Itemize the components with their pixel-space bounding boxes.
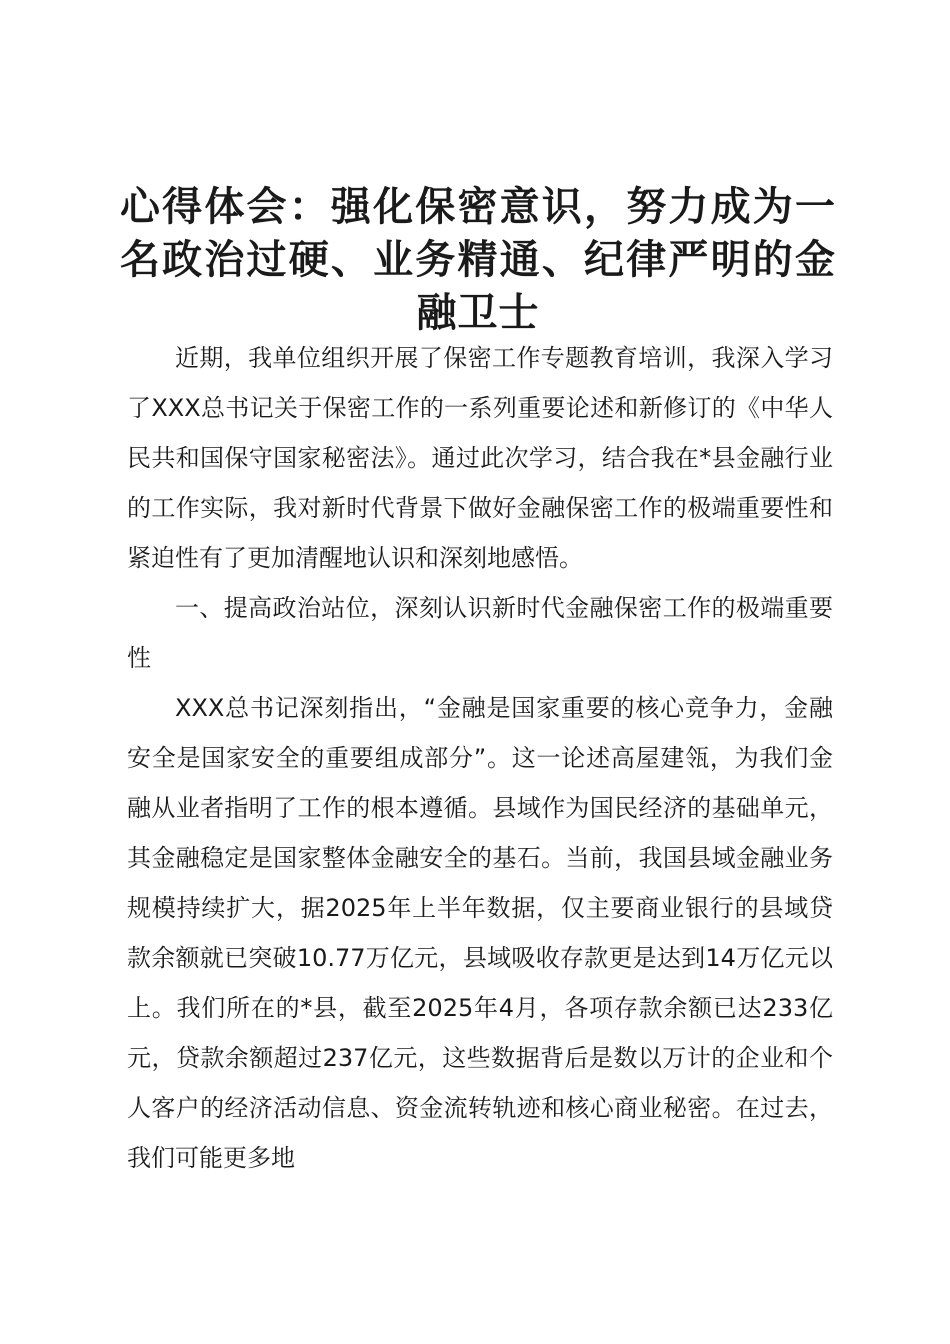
- section-heading-1: 一、提高政治站位，深刻认识新时代金融保密工作的极端重要性: [127, 594, 833, 672]
- paragraph-intro: 近期，我单位组织开展了保密工作专题教育培训，我深入学习了XXX总书记关于保密工作的一系列重要论述和新修订的《中华人民共和国保守国家秘密法》。通过此次学习，结合我在*县金融行业的工作实际，我对新时代背景下做好金融保密工作的极端重要性和紧迫性有了更加清醒地认识和深刻地感悟。: [127, 344, 833, 572]
- document-body: [127, 333, 833, 1183]
- document-title: 心得体会：强化保密意识，努力成为一名政治过硬、业务精通、纪律严明的金融卫士: [120, 183, 836, 336]
- paragraph-section-1: XXX总书记深刻指出，“金融是国家重要的核心竞争力，金融安全是国家安全的重要组成部分”。这一论述高屋建瓴，为我们金融从业者指明了工作的根本遵循。县域作为国民经济的基础单元，其金融稳定是国家整体金融安全的基石。当前，我国县域金融业务规模持续扩大，据2025年上半年数据，仅主要商业银行的县域贷款余额就已突破10.77万亿元，县域吸收存款更是达到14万亿元以上。我们所在的*县，截至2025年4月，各项存款余额已达233亿元，贷款余额超过237亿元，这些数据背后是数以万计的企业和个人客户的经济活动信息、资金流转轨迹和核心商业秘密。在过去，我们可能更多地: [127, 694, 833, 1172]
